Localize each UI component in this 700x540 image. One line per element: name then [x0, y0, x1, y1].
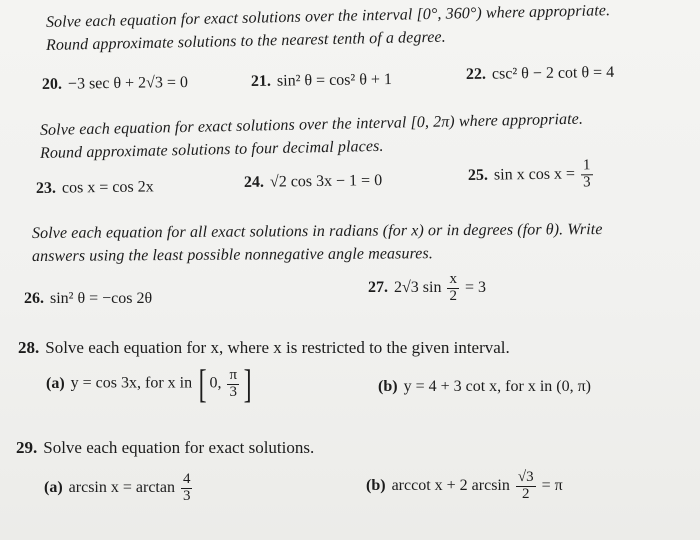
problem-expression: sin² θ = cos² θ + 1	[276, 71, 393, 90]
fraction-numerator: 4	[182, 471, 191, 487]
section2-instruction-line1: Solve each equation for exact solutions over the interval [0, 2π) where appropriate.	[39, 110, 584, 139]
fraction	[227, 368, 239, 401]
fraction	[516, 470, 536, 503]
left-bracket: [	[198, 361, 207, 406]
problem-number: 22.	[465, 65, 487, 83]
problem-23	[36, 178, 154, 198]
part-label: (b)	[366, 476, 386, 494]
problem-number: 28.	[18, 338, 40, 357]
problem-expression-right: = 3	[464, 278, 486, 296]
section1-instruction-line2: Round approximate solutions to the nearest tenth of a degree.	[45, 28, 446, 54]
section2-instruction-line2: Round approximate solutions to four decimal places.	[39, 137, 384, 162]
fraction-denominator: 3	[182, 487, 191, 504]
problem-expression: sin² θ = −cos 2θ	[50, 290, 153, 307]
section1-instruction-line1: Solve each equation for exact solutions over the interval [0°, 360°) where appropriate.	[45, 2, 611, 31]
part-expression: y = 4 + 3 cot x, for x in (0, π)	[403, 378, 591, 395]
right-bracket: ]	[243, 361, 252, 406]
problem-expression: cos x = cos 2x	[61, 178, 154, 197]
problem-26	[24, 290, 152, 308]
problem-number: 21.	[250, 72, 272, 90]
problem-text: Solve each equation for x, where x is restricted to the given interval.	[45, 338, 510, 357]
problem-number: 23.	[35, 179, 57, 197]
part-expression-right: = π	[541, 476, 563, 494]
problem-28b	[378, 378, 591, 396]
interval-left: 0,	[209, 374, 222, 392]
problem-28	[18, 338, 510, 358]
problem-number: 27.	[368, 278, 388, 296]
problem-20	[42, 74, 188, 94]
fraction-numerator: π	[229, 366, 238, 383]
part-expression: y = cos 3x, for x in	[70, 374, 193, 392]
section3-instruction-line2: answers using the least possible nonnegative angle measures.	[31, 245, 433, 265]
part-label: (b)	[378, 378, 398, 395]
problem-21	[251, 71, 392, 91]
problem-27	[368, 272, 486, 305]
problem-expression: √2 cos 3x − 1 = 0	[269, 172, 383, 191]
problem-22	[466, 64, 614, 84]
fraction-numerator: x	[449, 271, 457, 287]
problem-29	[16, 438, 314, 458]
part-expression: arcsin x = arctan	[68, 478, 175, 496]
problem-expression: csc² θ − 2 cot θ = 4	[491, 63, 615, 83]
problem-28a	[46, 361, 254, 406]
part-expression: arccot x + 2 arcsin	[391, 476, 510, 494]
problem-number: 20.	[41, 75, 63, 93]
fraction-denominator: 3	[583, 174, 591, 191]
part-label: (a)	[46, 374, 65, 392]
fraction	[581, 158, 593, 191]
fraction-denominator: 2	[521, 485, 530, 502]
problem-29a	[44, 472, 194, 505]
fraction	[181, 472, 193, 505]
problem-25	[468, 158, 595, 192]
problem-number: 24.	[243, 173, 265, 191]
problem-expression: −3 sec θ + 2√3 = 0	[67, 73, 189, 93]
problem-number: 26.	[24, 290, 44, 307]
fraction-numerator: √3	[517, 469, 534, 485]
fraction-denominator: 3	[229, 383, 237, 400]
problem-24	[244, 172, 382, 192]
problem-number: 25.	[467, 166, 489, 184]
fraction-denominator: 2	[449, 287, 457, 304]
problem-text: Solve each equation for exact solutions.	[43, 438, 315, 457]
problem-29b	[366, 470, 563, 503]
problem-expression: 2√3 sin	[394, 278, 442, 296]
fraction-numerator: 1	[581, 158, 593, 175]
problem-expression: sin x cos x =	[493, 165, 576, 184]
fraction	[447, 272, 459, 305]
section3-instruction-line1: Solve each equation for all exact solutions in radians (for x) or in degrees (for θ). Write	[31, 221, 603, 242]
problem-number: 29.	[16, 438, 38, 457]
part-label: (a)	[44, 478, 63, 496]
